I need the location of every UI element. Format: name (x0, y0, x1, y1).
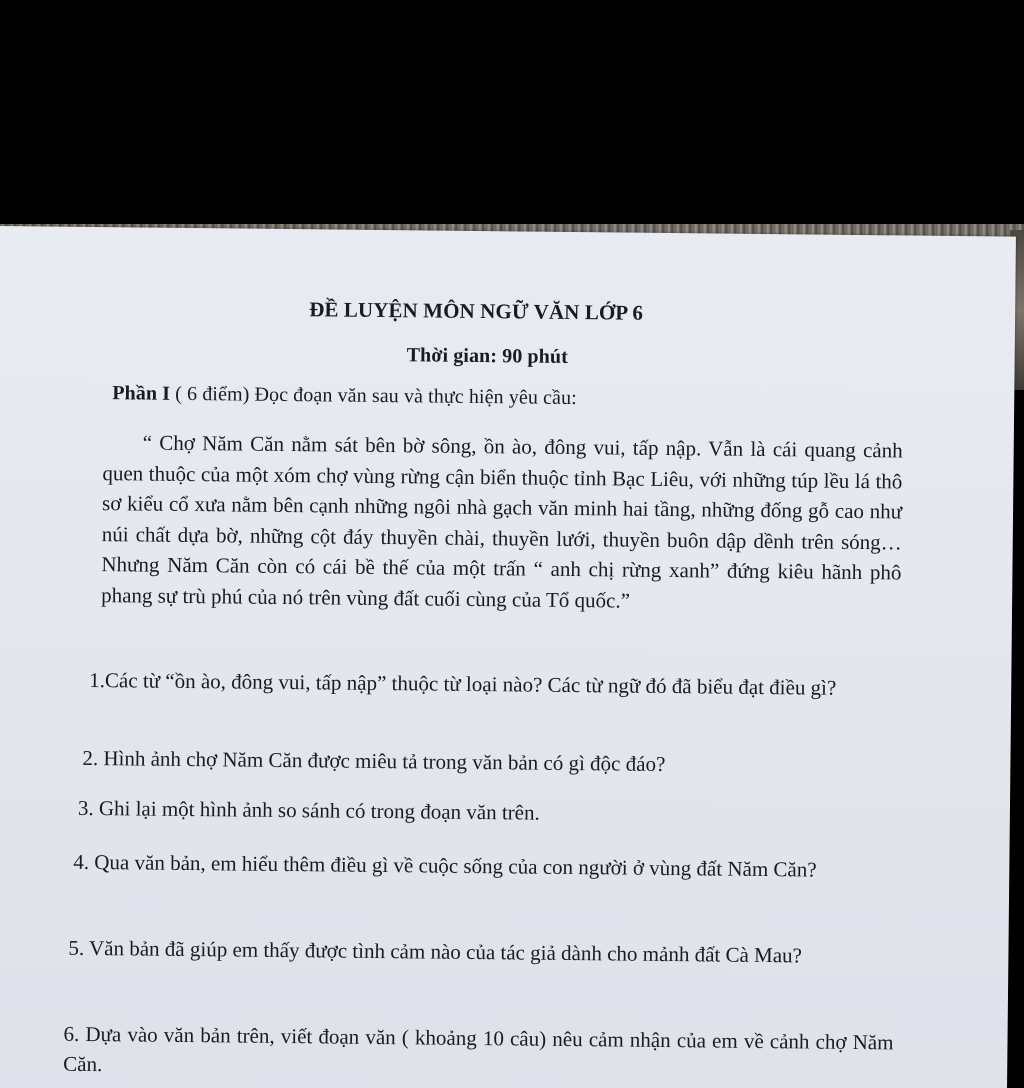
exam-title: ĐỀ LUYỆN MÔN NGỮ VĂN LỚP 6 (309, 297, 644, 325)
exam-duration: Thời gian: 90 phút (406, 344, 569, 368)
section-label: Phần I (112, 382, 171, 405)
section-instruction: ( 6 điểm) Đọc đoạn văn sau và thực hiện yêu cầu: (169, 382, 577, 410)
question-2: 2. Hình ảnh chợ Năm Căn được miêu tả trong văn bản có gì độc đáo? (82, 745, 666, 776)
question-1: 1.Các từ “ồn ào, đông vui, tấp nập” thuộc từ loại nào? Các từ ngữ đó đã biểu đạt điều gì? (89, 667, 837, 700)
question-6: 6. Dựa vào văn bản trên, viết đoạn văn ( khoảng 10 câu) nêu cảm nhận của em về cảnh chợ Năm Căn. (63, 1021, 894, 1077)
question-3: 3. Ghi lại một hình ảnh so sánh có trong đoạn văn trên. (77, 795, 540, 825)
reading-passage: “ Chợ Năm Căn nằm sát bên bờ sông, ồn ào, đông vui, tấp nập. Vẫn là cái quang cảnh quen thuộc của một xóm chợ vùng rừng cận biển thuộc tỉnh Bạc Liêu, với những túp lều lá thô sơ kiểu cổ xưa nằm bên cạnh những ngôi nhà gạch văn minh hai tầng, những đống gỗ cao như núi chất dựa bờ, những cột đáy thuyền chài, thuyền lưới, thuyền buôn dập dềnh trên sóng…Nhưng Năm Căn còn có cái bề thế của một trấn “ anh chị rừng xanh” đứng kiêu hãnh phô phang sự trù phú của nó trên vùng đất cuối cùng của Tổ quốc.” (101, 430, 903, 613)
question-4: 4. Qua văn bản, em hiểu thêm điều gì về cuộc sống của con người ở vùng đất Năm Căn? (73, 849, 817, 882)
exam-sheet (0, 226, 1016, 1088)
section-heading (112, 382, 577, 410)
question-5: 5. Văn bản đã giúp em thấy được tình cảm nào của tác giả dành cho mảnh đất Cà Mau? (68, 935, 803, 968)
